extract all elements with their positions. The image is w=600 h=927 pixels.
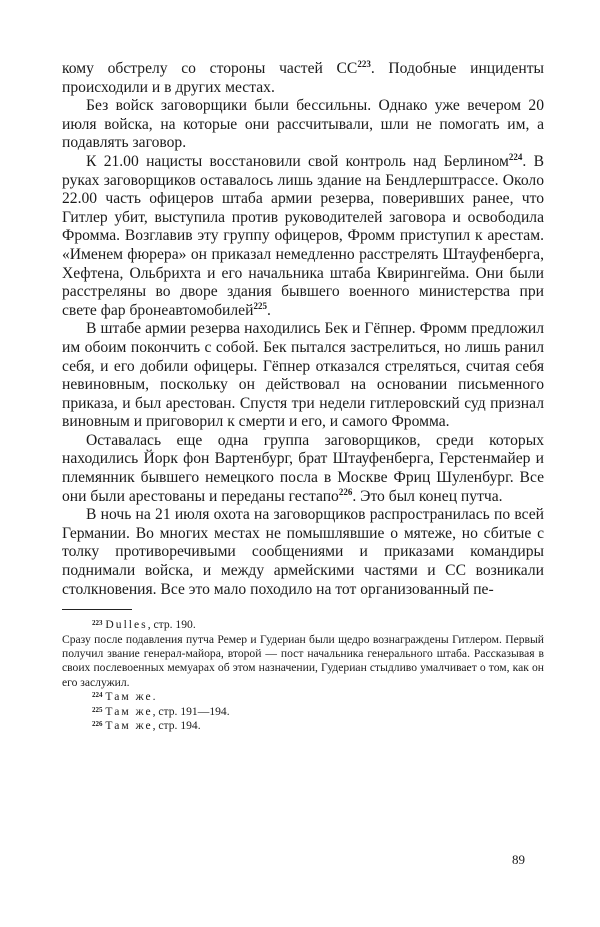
footnote-citation: , стр. 191—194. <box>152 704 230 718</box>
paragraph-3 <box>62 153 544 320</box>
paragraph-1-text-b: . Подобные инциденты происходили и в других местах. <box>62 60 544 96</box>
footnote-ref-223[interactable]: 223 <box>357 59 371 69</box>
footnote-ref-224[interactable]: 224 <box>508 151 523 162</box>
footnote-citation: , стр. 194. <box>152 719 201 733</box>
footnote-224 <box>62 690 544 704</box>
footnote-223 <box>62 618 544 632</box>
footnote-ref-225[interactable]: 225 <box>253 300 267 311</box>
footnote-ref-226[interactable]: 226 <box>338 486 353 497</box>
footnote-number: 223 <box>92 619 103 628</box>
footnote-225 <box>62 705 544 719</box>
paragraph-2: Без войск заговорщики были бессильны. Однако уже вечером 20 июля войска, на которые они рассчитывали, шли не помогать им, а подавлять заговор. <box>62 97 544 152</box>
paragraph-1 <box>62 60 544 97</box>
footnote-author: Dulles <box>105 618 148 632</box>
footnote-citation: , стр. 190. <box>147 618 196 632</box>
footnote-226 <box>62 719 544 733</box>
footnote-divider <box>62 609 132 610</box>
paragraph-3-text-a: К 21.00 нацисты восстановили свой контроль над Берлином <box>86 152 509 170</box>
footnote-author: Там же <box>105 719 153 733</box>
footnote-citation: Там же. <box>105 690 158 704</box>
paragraph-6: В ночь на 21 июля охота на заговорщиков распространилась по всей Германии. Во многих местах не помышлявшие о мятеже, но сбитые с толку противоречивыми сообщениями и приказами командиры поднимали войска, и между армейскими частями и СС возникали столкновения. Все это мало походило на тот организованный пе- <box>62 506 544 598</box>
paragraph-4: В штабе армии резерва находились Бек и Гёпнер. Фромм предложил им обоим покончить с собой. Бек пытался застрелиться, но лишь ранил себя, и его добили офицеры. Гёпнер отказался стреляться, считая себя невиновным, поскольку он действовал на основании письменного приказа, и был арестован. Спустя три недели гитлеровский суд признал виновным и приговорил к смерти и его, и самого Фромма. <box>62 320 544 431</box>
paragraph-3-text-c: . <box>266 301 271 319</box>
paragraph-3-text-b: . В руках заговорщиков оставалось лишь здание на Бендлерштрассе. Около 22.00 часть офицеров штаба армии резерва, поверивших ранее, что Гитлер убит, выступила против руководителей заговора и освободила Фромма. Возглавив эту группу офицеров, Фромм приступил к арестам. «Именем фюрера» он приказал немедленно расстрелять Штауфенберга, Хефтена, Ольбрихта и его начальника штаба Квирингейма. Они были расстреляны во дворе здания бывшего военного министерства при свете фар бронеавтомобилей <box>62 152 544 319</box>
footnote-number: 226 <box>92 720 103 729</box>
paragraph-5-text-b: . Это был конец путча. <box>352 487 503 505</box>
footnote-223-text: Сразу после подавления путча Ремер и Гудериан были щедро вознаграждены Гитлером. Первый получил звание генерал-майора, второй — пост начальника генерального штаба. Рассказывая в своих послевоенных мемуарах об этом назначении, Гудериан стыдливо умалчивает о том, как он его заслужил. <box>62 632 544 689</box>
paragraph-5-text-a: Оставалась еще одна группа заговорщиков, среди которых находились Йорк фон Вартенбург, брат Штауфенберга, Герстенмайер и племянник бывшего немецкого посла в Москве Фриц Шуленбург. Все они были арестованы и переданы гестапо <box>62 431 544 505</box>
footnote-author: Там же <box>105 704 153 718</box>
footnote-number: 225 <box>92 705 103 714</box>
footnote-number: 224 <box>92 691 103 700</box>
paragraph-1-text-a: кому обстрелу со стороны частей СС <box>62 60 358 77</box>
paragraph-5 <box>62 432 544 506</box>
page-number: 89 <box>512 852 525 867</box>
page-content <box>62 60 544 733</box>
